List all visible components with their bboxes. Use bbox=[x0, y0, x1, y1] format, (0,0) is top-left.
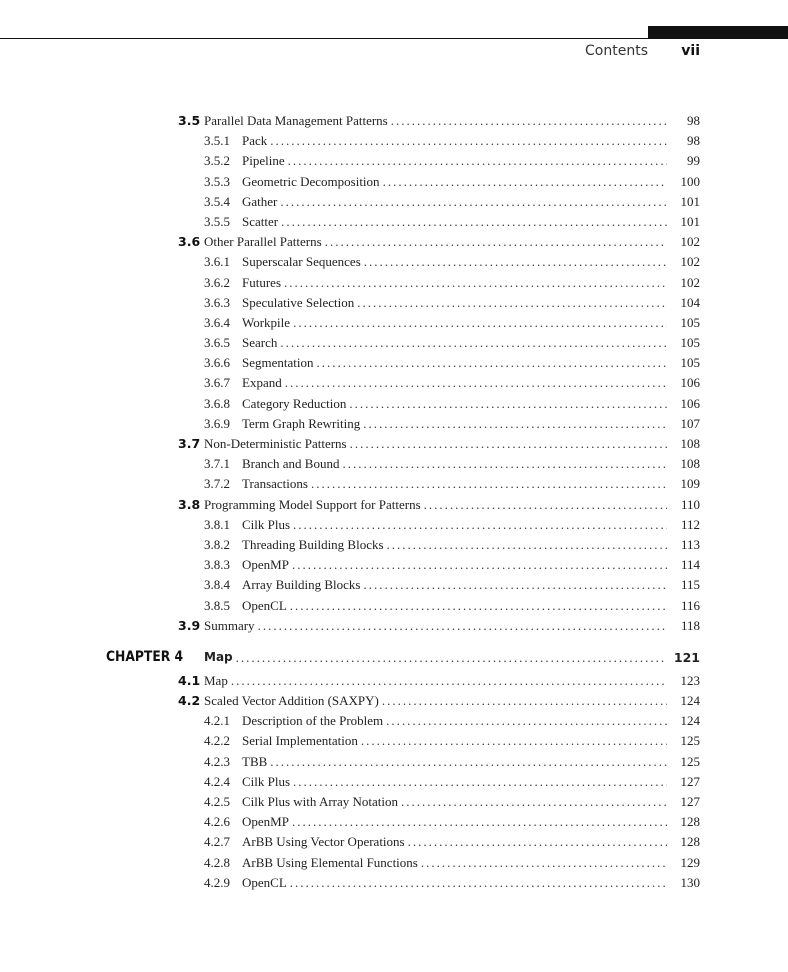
toc-entry-number: 3.7 bbox=[178, 436, 201, 451]
toc-entry-number: 3.6.1 bbox=[204, 254, 230, 270]
dot-leader bbox=[231, 671, 667, 691]
toc-entry-page: 127 bbox=[680, 794, 700, 809]
toc-subsection-entry[interactable] bbox=[0, 711, 788, 731]
toc-entry-title bbox=[242, 832, 667, 852]
toc-entry-page: 115 bbox=[680, 577, 700, 593]
toc-entry-number: 3.8.3 bbox=[204, 557, 230, 573]
toc-entry-page: 108 bbox=[680, 436, 700, 451]
toc-entry-title bbox=[242, 454, 667, 474]
toc-subsection-entry[interactable] bbox=[0, 131, 788, 151]
toc-entry-page: 114 bbox=[680, 557, 700, 573]
toc-section-entry[interactable] bbox=[0, 232, 788, 252]
toc-entry-title bbox=[242, 474, 667, 494]
dot-leader bbox=[349, 394, 667, 414]
dot-leader bbox=[421, 853, 667, 873]
toc-entry-page: 128 bbox=[680, 814, 700, 830]
toc-entry-number: 3.8.1 bbox=[204, 516, 230, 532]
dot-leader bbox=[311, 474, 667, 494]
dot-leader bbox=[408, 832, 667, 852]
toc-entry-page: 105 bbox=[680, 314, 700, 330]
toc-subsection-entry[interactable] bbox=[0, 313, 788, 333]
toc-entry-page: 128 bbox=[680, 834, 700, 850]
toc-entry-number: 4.2.2 bbox=[204, 733, 230, 749]
toc-entry-number: 3.7.1 bbox=[204, 456, 230, 472]
dot-leader bbox=[270, 752, 667, 772]
toc-section-entry[interactable] bbox=[0, 691, 788, 711]
toc-entry-title-text: Parallel Data Management Patterns bbox=[204, 111, 391, 131]
toc-entry-title bbox=[242, 575, 667, 595]
toc-section-entry[interactable] bbox=[0, 616, 788, 636]
toc-entry-title bbox=[204, 691, 667, 711]
toc-entry-page: 118 bbox=[680, 617, 700, 633]
toc-entry-title bbox=[204, 495, 667, 515]
toc-entry-title-text: Category Reduction bbox=[242, 394, 349, 414]
dot-leader bbox=[350, 434, 667, 454]
dot-leader bbox=[280, 192, 667, 212]
toc-entry-page: 108 bbox=[680, 456, 700, 472]
toc-entry-page: 123 bbox=[680, 672, 700, 688]
toc-entry-number: 4.2.5 bbox=[204, 794, 230, 809]
dot-leader bbox=[236, 644, 667, 671]
toc-entry-number: 3.5.5 bbox=[204, 213, 230, 229]
toc-entry-title-text: Summary bbox=[204, 616, 258, 636]
dot-leader bbox=[285, 373, 667, 393]
toc-entry-title-text: Search bbox=[242, 333, 280, 353]
toc-subsection-entry[interactable] bbox=[0, 555, 788, 575]
toc-section-entry[interactable] bbox=[0, 671, 788, 691]
toc-entry-title-text: Pack bbox=[242, 131, 270, 151]
dot-leader bbox=[292, 555, 667, 575]
toc-entry-page: 102 bbox=[680, 274, 700, 290]
toc-entry-number: 4.2.3 bbox=[204, 753, 230, 769]
toc-entry-title-text: Gather bbox=[242, 192, 280, 212]
dot-leader bbox=[325, 232, 667, 252]
toc-subsection-entry[interactable] bbox=[0, 535, 788, 555]
toc-entry-page: 116 bbox=[680, 597, 700, 613]
toc-subsection-entry[interactable] bbox=[0, 333, 788, 353]
header-rule bbox=[0, 38, 788, 39]
toc-entry-number: 3.5.2 bbox=[204, 153, 230, 169]
toc-entry-number: 4.1 bbox=[178, 672, 201, 688]
toc-entry-title bbox=[204, 434, 667, 454]
dot-leader bbox=[284, 273, 667, 293]
toc-entry-page: 106 bbox=[680, 375, 700, 391]
toc-entry-number: CHAPTER 4 bbox=[106, 648, 184, 665]
toc-entry-number: 3.6.9 bbox=[204, 415, 230, 431]
toc-entry-number: 3.6.4 bbox=[204, 314, 230, 330]
toc-entry-page: 130 bbox=[680, 874, 700, 890]
toc-subsection-entry[interactable] bbox=[0, 192, 788, 212]
toc-entry-page: 127 bbox=[680, 773, 700, 789]
dot-leader bbox=[387, 535, 667, 555]
toc-entry-page: 104 bbox=[680, 294, 700, 310]
toc-entry-title-text: OpenMP bbox=[242, 555, 292, 575]
dot-leader bbox=[342, 454, 667, 474]
toc-entry-title-text: Cilk Plus bbox=[242, 515, 293, 535]
toc-entry-title-text: Cilk Plus with Array Notation bbox=[242, 792, 401, 812]
toc-entry-title bbox=[242, 293, 667, 313]
toc-entry-title bbox=[242, 172, 667, 192]
toc-entry-page: 101 bbox=[680, 213, 700, 229]
toc-entry-number: 3.6.2 bbox=[204, 274, 230, 290]
dot-leader bbox=[364, 252, 667, 272]
dot-leader bbox=[363, 575, 667, 595]
toc-entry-title-text: OpenMP bbox=[242, 812, 292, 832]
toc-entry-title bbox=[242, 596, 667, 616]
toc-subsection-entry[interactable] bbox=[0, 474, 788, 494]
toc-entry-title-text: Superscalar Sequences bbox=[242, 252, 364, 272]
toc-entry-page: 100 bbox=[680, 173, 700, 189]
toc-entry-page: 121 bbox=[673, 649, 700, 665]
toc-subsection-entry[interactable] bbox=[0, 515, 788, 535]
toc-entry-number: 3.5.3 bbox=[204, 173, 230, 189]
toc-entry-page: 113 bbox=[680, 536, 700, 552]
toc-entry-title-text: Non-Deterministic Patterns bbox=[204, 434, 350, 454]
toc-entry-number: 3.5 bbox=[178, 113, 201, 128]
toc-subsection-entry[interactable] bbox=[0, 273, 788, 293]
toc-entry-title bbox=[242, 353, 667, 373]
toc-entry-title-text: Pipeline bbox=[242, 151, 288, 171]
toc-entry-title-text: Term Graph Rewriting bbox=[242, 414, 363, 434]
dot-leader bbox=[293, 515, 667, 535]
toc-entry-number: 3.6.5 bbox=[204, 335, 230, 351]
toc-entry-number: 3.8 bbox=[178, 496, 201, 512]
toc-entry-title bbox=[242, 333, 667, 353]
toc-entry-number: 3.9 bbox=[178, 617, 201, 633]
toc-entry-title bbox=[242, 711, 667, 731]
dot-leader bbox=[290, 596, 667, 616]
toc-entry-title-text: Other Parallel Patterns bbox=[204, 232, 325, 252]
toc-entry-page: 101 bbox=[680, 193, 700, 209]
toc-entry-title-text: Transactions bbox=[242, 474, 311, 494]
toc-entry-number: 4.2.4 bbox=[204, 773, 230, 789]
toc-subsection-entry[interactable] bbox=[0, 575, 788, 595]
toc-entry-title bbox=[242, 151, 667, 171]
dot-leader bbox=[386, 711, 667, 731]
toc-entry-title-text: Futures bbox=[242, 273, 284, 293]
toc-entry-title bbox=[204, 671, 667, 691]
toc-subsection-entry[interactable] bbox=[0, 394, 788, 414]
toc-subsection-entry[interactable] bbox=[0, 853, 788, 873]
toc-entry-title-text: Programming Model Support for Patterns bbox=[204, 495, 424, 515]
toc-subsection-entry[interactable] bbox=[0, 772, 788, 792]
toc-subsection-entry[interactable] bbox=[0, 151, 788, 171]
toc-entry-number: 3.8.2 bbox=[204, 536, 230, 552]
toc-entry-title bbox=[242, 731, 667, 751]
toc-entry-title bbox=[204, 232, 667, 252]
dot-leader bbox=[363, 414, 667, 434]
dot-leader bbox=[382, 691, 667, 711]
toc-entry-title bbox=[242, 252, 667, 272]
toc-entry-title-text: Map bbox=[204, 671, 231, 691]
toc-entry-title-text: Cilk Plus bbox=[242, 772, 293, 792]
toc-entry-title bbox=[242, 313, 667, 333]
toc-subsection-entry[interactable] bbox=[0, 873, 788, 893]
toc-entry-title bbox=[242, 394, 667, 414]
toc-entry-title bbox=[242, 772, 667, 792]
toc-entry-page: 109 bbox=[680, 476, 700, 492]
toc-entry-page: 112 bbox=[680, 516, 700, 532]
toc-entry-title-text: Segmentation bbox=[242, 353, 317, 373]
toc-entry-title-text: Geometric Decomposition bbox=[242, 172, 383, 192]
toc-entry-title-text: Serial Implementation bbox=[242, 731, 361, 751]
toc-subsection-entry[interactable] bbox=[0, 353, 788, 373]
toc-entry-title bbox=[242, 853, 667, 873]
toc-entry-number: 3.8.4 bbox=[204, 577, 230, 593]
toc-entry-title bbox=[242, 212, 667, 232]
toc-subsection-entry[interactable] bbox=[0, 832, 788, 852]
toc-entry-number: 4.2.9 bbox=[204, 874, 230, 890]
toc-entry-title-text: Expand bbox=[242, 373, 285, 393]
toc-entry-page: 99 bbox=[687, 153, 700, 169]
toc-entry-title bbox=[242, 812, 667, 832]
toc-entry-page: 106 bbox=[680, 395, 700, 411]
dot-leader bbox=[401, 792, 667, 812]
toc-entry-title bbox=[242, 373, 667, 393]
dot-leader bbox=[293, 313, 667, 333]
toc-entry-number: 3.5.1 bbox=[204, 133, 230, 149]
toc-subsection-entry[interactable] bbox=[0, 792, 788, 812]
toc-entry-number: 3.6 bbox=[178, 234, 201, 250]
toc-entry-page: 98 bbox=[687, 113, 700, 128]
dot-leader bbox=[288, 151, 667, 171]
toc-entry-title bbox=[242, 535, 667, 555]
running-head bbox=[0, 43, 788, 63]
toc-entry-page: 105 bbox=[680, 355, 700, 371]
toc-entry-number: 4.2.8 bbox=[204, 854, 230, 870]
toc-entry-page: 102 bbox=[680, 254, 700, 270]
dot-leader bbox=[317, 353, 668, 373]
toc-entry-title bbox=[242, 873, 667, 893]
toc-entry-number: 3.6.8 bbox=[204, 395, 230, 411]
toc-entry-title-text: Workpile bbox=[242, 313, 293, 333]
toc-entry-page: 105 bbox=[680, 335, 700, 351]
toc-subsection-entry[interactable] bbox=[0, 172, 788, 192]
toc-entry-number: 3.6.6 bbox=[204, 355, 230, 371]
dot-leader bbox=[292, 812, 667, 832]
toc-entry-title-text: Branch and Bound bbox=[242, 454, 342, 474]
toc-entry-title bbox=[242, 273, 667, 293]
toc-entry-title-text: TBB bbox=[242, 752, 270, 772]
toc-entry-page: 124 bbox=[680, 713, 700, 729]
toc-subsection-entry[interactable] bbox=[0, 596, 788, 616]
toc-entry-page: 102 bbox=[680, 234, 700, 250]
dot-leader bbox=[383, 172, 667, 192]
toc-entry-page: 110 bbox=[680, 496, 700, 512]
toc-entry-number: 3.8.5 bbox=[204, 597, 230, 613]
dot-leader bbox=[270, 131, 667, 151]
dot-leader bbox=[357, 293, 667, 313]
toc-subsection-entry[interactable] bbox=[0, 454, 788, 474]
toc-entry-number: 4.2.7 bbox=[204, 834, 230, 850]
toc-entry-number: 4.2.1 bbox=[204, 713, 230, 729]
toc-entry-title-text: Map bbox=[204, 644, 236, 671]
toc-entry-title bbox=[242, 752, 667, 772]
toc-entry-title-text: Description of the Problem bbox=[242, 711, 386, 731]
dot-leader bbox=[361, 731, 667, 751]
toc-entry-number: 4.2.6 bbox=[204, 814, 230, 830]
table-of-contents bbox=[0, 111, 788, 893]
toc-entry-number: 3.6.7 bbox=[204, 375, 230, 391]
toc-entry-number: 3.5.4 bbox=[204, 193, 230, 209]
toc-subsection-entry[interactable] bbox=[0, 212, 788, 232]
toc-entry-title bbox=[242, 515, 667, 535]
dot-leader bbox=[258, 616, 667, 636]
toc-section-entry[interactable] bbox=[0, 111, 788, 131]
toc-entry-page: 124 bbox=[680, 693, 700, 709]
page-number: vii bbox=[681, 43, 700, 59]
toc-entry-title-text: Threading Building Blocks bbox=[242, 535, 387, 555]
dot-leader bbox=[290, 873, 667, 893]
running-head-label: Contents bbox=[585, 43, 648, 59]
toc-entry-title bbox=[242, 555, 667, 575]
toc-entry-number: 4.2 bbox=[178, 693, 201, 709]
dot-leader bbox=[391, 111, 667, 131]
toc-entry-page: 107 bbox=[680, 415, 700, 431]
toc-entry-title-text: ArBB Using Vector Operations bbox=[242, 832, 408, 852]
toc-entry-title bbox=[242, 192, 667, 212]
toc-entry-page: 125 bbox=[680, 733, 700, 749]
toc-entry-title-text: Array Building Blocks bbox=[242, 575, 363, 595]
toc-entry-title bbox=[242, 792, 667, 812]
toc-subsection-entry[interactable] bbox=[0, 252, 788, 272]
toc-entry-title bbox=[242, 414, 667, 434]
toc-entry-title-text: OpenCL bbox=[242, 873, 290, 893]
toc-subsection-entry[interactable] bbox=[0, 752, 788, 772]
toc-section-entry[interactable] bbox=[0, 434, 788, 454]
toc-entry-title-text: Scatter bbox=[242, 212, 281, 232]
toc-entry-page: 98 bbox=[687, 133, 700, 149]
toc-entry-title-text: ArBB Using Elemental Functions bbox=[242, 853, 421, 873]
toc-entry-title-text: Speculative Selection bbox=[242, 293, 357, 313]
toc-chapter-entry[interactable] bbox=[0, 644, 788, 671]
toc-entry-title bbox=[204, 616, 667, 636]
toc-subsection-entry[interactable] bbox=[0, 414, 788, 434]
toc-section-entry[interactable] bbox=[0, 495, 788, 515]
toc-entry-page: 129 bbox=[680, 854, 700, 870]
toc-entry-title-text: Scaled Vector Addition (SAXPY) bbox=[204, 691, 382, 711]
toc-entry-title-text: OpenCL bbox=[242, 596, 290, 616]
dot-leader bbox=[293, 772, 667, 792]
toc-entry-title bbox=[242, 131, 667, 151]
toc-entry-page: 125 bbox=[680, 753, 700, 769]
dot-leader bbox=[280, 333, 667, 353]
toc-subsection-entry[interactable] bbox=[0, 373, 788, 393]
toc-entry-number: 3.7.2 bbox=[204, 476, 230, 492]
dot-leader bbox=[281, 212, 667, 232]
toc-entry-title bbox=[204, 644, 667, 671]
toc-subsection-entry[interactable] bbox=[0, 812, 788, 832]
toc-subsection-entry[interactable] bbox=[0, 293, 788, 313]
toc-subsection-entry[interactable] bbox=[0, 731, 788, 751]
dot-leader bbox=[424, 495, 667, 515]
toc-entry-title bbox=[204, 111, 667, 131]
toc-entry-number: 3.6.3 bbox=[204, 294, 230, 310]
